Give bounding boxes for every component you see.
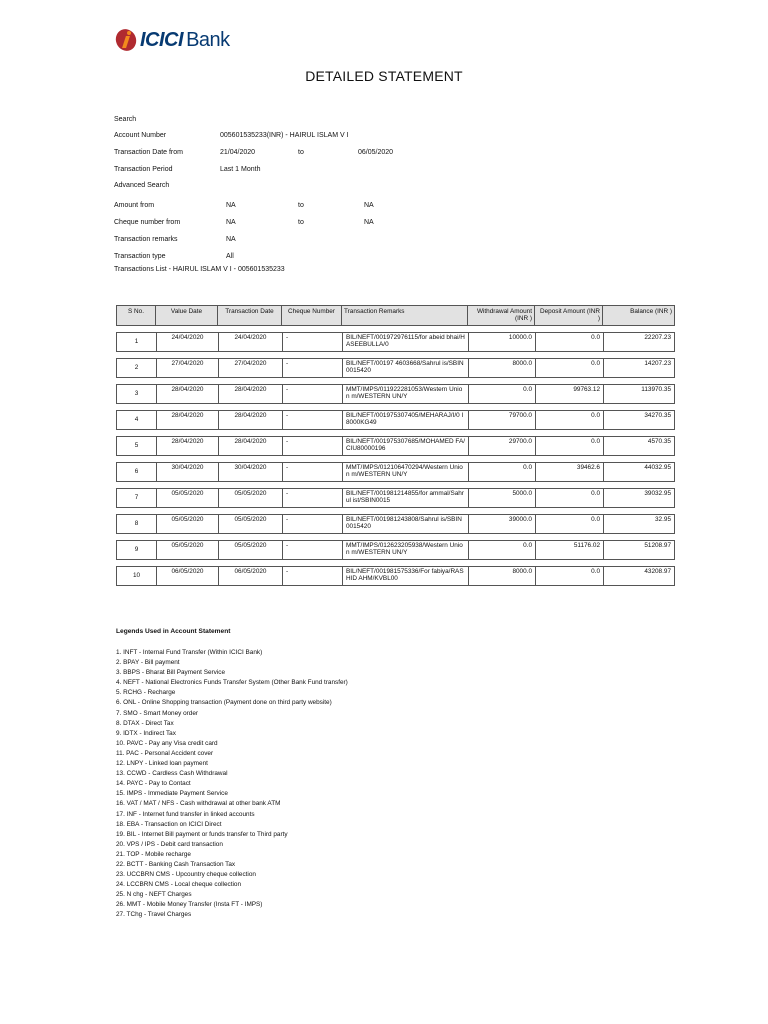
cell-deposit: 0.0 bbox=[535, 332, 603, 352]
account-number-row bbox=[114, 132, 349, 139]
cell-s-no: 6 bbox=[116, 462, 156, 482]
transaction-date-to: 06/05/2020 bbox=[358, 149, 394, 156]
table-header-row bbox=[116, 305, 675, 326]
transaction-date-to-label: to bbox=[298, 149, 304, 156]
table-row bbox=[116, 384, 675, 404]
legend-item: 9. IDTX - Indirect Tax bbox=[116, 729, 176, 737]
cell-s-no: 9 bbox=[116, 540, 156, 560]
legend-item: 19. BIL - Internet Bill payment or funds transfer to Third party bbox=[116, 830, 288, 838]
cell-transaction-date: 24/04/2020 bbox=[218, 332, 282, 352]
cell-balance: 113970.35 bbox=[603, 384, 675, 404]
cell-withdrawal: 39000.0 bbox=[468, 514, 535, 534]
table-row bbox=[116, 514, 675, 534]
transaction-date-from: 21/04/2020 bbox=[220, 149, 256, 156]
cell-transaction-date: 28/04/2020 bbox=[218, 384, 282, 404]
cell-transaction-date: 06/05/2020 bbox=[218, 566, 282, 586]
header-transaction-remarks: Transaction Remarks bbox=[342, 305, 468, 326]
transaction-type-value: All bbox=[226, 253, 234, 260]
cell-remarks: MMT/IMPS/012106470294/Western Union m/WESTERN UN/Y bbox=[342, 462, 468, 482]
cell-cheque-number: - bbox=[282, 462, 342, 482]
legend-item: 27. TChg - Travel Charges bbox=[116, 911, 192, 919]
legend-item: 25. N chg - NEFT Charges bbox=[116, 891, 192, 899]
cell-remarks: BIL/NEFT/00197 4603668/Sahrul is/SBIN0015420 bbox=[342, 358, 468, 378]
cell-remarks: MMT/IMPS/011922281053/Western Union m/WESTERN UN/Y bbox=[342, 384, 468, 404]
legend-item: 6. ONL - Online Shopping transaction (Payment done on third party website) bbox=[116, 699, 332, 707]
legend-item: 22. BCTT - Banking Cash Transaction Tax bbox=[116, 860, 236, 868]
legend-item: 11. PAC - Personal Accident cover bbox=[116, 749, 214, 757]
table-row bbox=[116, 358, 675, 378]
cell-withdrawal: 5000.0 bbox=[468, 488, 535, 508]
cell-deposit: 0.0 bbox=[535, 566, 603, 586]
legend-item: 4. NEFT - National Electronics Funds Transfer System (Other Bank Fund transfer) bbox=[116, 679, 348, 687]
cell-s-no: 1 bbox=[116, 332, 156, 352]
cell-withdrawal: 0.0 bbox=[468, 540, 535, 560]
account-number-label: Account Number bbox=[114, 132, 167, 139]
transaction-period-label: Transaction Period bbox=[114, 166, 173, 173]
table-row bbox=[116, 410, 675, 430]
legend-item: 8. DTAX - Direct Tax bbox=[116, 719, 174, 727]
table-row bbox=[116, 540, 675, 560]
cell-deposit: 0.0 bbox=[535, 410, 603, 430]
cell-s-no: 5 bbox=[116, 436, 156, 456]
advanced-search-heading: Advanced Search bbox=[114, 182, 170, 189]
transactions-list-label: Transactions List - HAIRUL ISLAM V I - 005601535233 bbox=[114, 266, 285, 273]
cell-value-date: 05/05/2020 bbox=[156, 488, 218, 508]
cell-value-date: 28/04/2020 bbox=[156, 384, 218, 404]
cell-remarks: BIL/NEFT/001975307685/MOHAMED FA/CIU80000196 bbox=[342, 436, 468, 456]
cell-s-no: 7 bbox=[116, 488, 156, 508]
cell-withdrawal: 8000.0 bbox=[468, 358, 535, 378]
cell-cheque-number: - bbox=[282, 540, 342, 560]
cell-remarks: BIL/NEFT/001981575336/For fabiya/RASHID AHM/KVBL00 bbox=[342, 566, 468, 586]
amount-row bbox=[114, 202, 374, 209]
legend-item: 21. TOP - Mobile recharge bbox=[116, 850, 191, 858]
legend-item: 13. CCWD - Cardless Cash Withdrawal bbox=[116, 770, 228, 778]
cell-deposit: 0.0 bbox=[535, 488, 603, 508]
cell-transaction-date: 05/05/2020 bbox=[218, 540, 282, 560]
table-row bbox=[116, 436, 675, 456]
legend-item: 20. VPS / IPS - Debit card transaction bbox=[116, 840, 223, 848]
cell-deposit: 39462.6 bbox=[535, 462, 603, 482]
cell-withdrawal: 29700.0 bbox=[468, 436, 535, 456]
legend-item: 17. INF - Internet fund transfer in linked accounts bbox=[116, 810, 255, 818]
cell-transaction-date: 27/04/2020 bbox=[218, 358, 282, 378]
transaction-type-label: Transaction type bbox=[114, 253, 166, 260]
cell-remarks: BIL/NEFT/001975307405/MEHARAJ/I/0 I8000KG49 bbox=[342, 410, 468, 430]
cell-transaction-date: 05/05/2020 bbox=[218, 488, 282, 508]
cell-withdrawal: 10000.0 bbox=[468, 332, 535, 352]
legend-item: 10. PAVC - Pay any Visa credit card bbox=[116, 739, 218, 747]
cell-value-date: 06/05/2020 bbox=[156, 566, 218, 586]
amount-to-value: NA bbox=[364, 202, 374, 209]
transaction-type-row bbox=[114, 253, 234, 260]
legend-item: 18. EBA - Transaction on ICICI Direct bbox=[116, 820, 222, 828]
cell-value-date: 30/04/2020 bbox=[156, 462, 218, 482]
cell-deposit: 0.0 bbox=[535, 514, 603, 534]
cheque-to-label: to bbox=[298, 219, 304, 226]
table-row bbox=[116, 488, 675, 508]
cell-cheque-number: - bbox=[282, 410, 342, 430]
cell-cheque-number: - bbox=[282, 436, 342, 456]
table-row bbox=[116, 566, 675, 586]
cell-cheque-number: - bbox=[282, 566, 342, 586]
cell-balance: 51208.97 bbox=[603, 540, 675, 560]
cell-deposit: 99763.12 bbox=[535, 384, 603, 404]
transaction-remarks-label: Transaction remarks bbox=[114, 236, 178, 243]
cell-remarks: BIL/NEFT/001981214855/for ammal/Sahrul ist/SBIN0015 bbox=[342, 488, 468, 508]
icici-bank-logo bbox=[116, 28, 230, 52]
cheque-from-value: NA bbox=[226, 219, 236, 226]
cell-value-date: 27/04/2020 bbox=[156, 358, 218, 378]
header-s-no: S No. bbox=[116, 305, 156, 326]
transaction-remarks-value: NA bbox=[226, 236, 236, 243]
header-deposit-amount: Deposit Amount (INR ) bbox=[535, 305, 603, 326]
legend-item: 7. SMO - Smart Money order bbox=[116, 709, 199, 717]
transaction-remarks-row bbox=[114, 236, 236, 243]
page-title: DETAILED STATEMENT bbox=[305, 68, 463, 84]
search-heading: Search bbox=[114, 116, 137, 123]
cell-withdrawal: 8000.0 bbox=[468, 566, 535, 586]
legend-item: 24. LCCBRN CMS - Local cheque collection bbox=[116, 881, 242, 889]
header-balance: Balance (INR ) bbox=[603, 305, 675, 326]
transaction-date-label: Transaction Date from bbox=[114, 149, 183, 156]
cell-cheque-number: - bbox=[282, 514, 342, 534]
cell-remarks: BIL/NEFT/001972976115/for abeid bhai/HASEEBULLA/0 bbox=[342, 332, 468, 352]
cell-transaction-date: 30/04/2020 bbox=[218, 462, 282, 482]
amount-from-value: NA bbox=[226, 202, 236, 209]
cell-value-date: 28/04/2020 bbox=[156, 436, 218, 456]
account-number-value: 005601535233(INR) - HAIRUL ISLAM V I bbox=[220, 132, 349, 139]
cell-deposit: 0.0 bbox=[535, 436, 603, 456]
cell-s-no: 3 bbox=[116, 384, 156, 404]
cell-value-date: 05/05/2020 bbox=[156, 514, 218, 534]
cell-cheque-number: - bbox=[282, 488, 342, 508]
cell-cheque-number: - bbox=[282, 384, 342, 404]
legend-item: 14. PAYC - Pay to Contact bbox=[116, 780, 191, 788]
cell-withdrawal: 0.0 bbox=[468, 462, 535, 482]
table-row bbox=[116, 332, 675, 352]
cell-value-date: 28/04/2020 bbox=[156, 410, 218, 430]
cell-transaction-date: 05/05/2020 bbox=[218, 514, 282, 534]
brand-name: ICICI Bank bbox=[140, 28, 230, 51]
icici-logo-mark-icon bbox=[116, 28, 138, 52]
cell-withdrawal: 79700.0 bbox=[468, 410, 535, 430]
cell-balance: 34270.35 bbox=[603, 410, 675, 430]
cell-remarks: BIL/NEFT/001981243808/Sahrul is/SBIN0015420 bbox=[342, 514, 468, 534]
legends-list bbox=[116, 648, 348, 921]
legend-item: 16. VAT / MAT / NFS - Cash withdrawal at other bank ATM bbox=[116, 800, 281, 808]
cell-remarks: MMT/IMPS/012623205938/Western Union m/WESTERN UN/Y bbox=[342, 540, 468, 560]
transaction-period-value: Last 1 Month bbox=[220, 166, 261, 173]
header-withdrawal-amount: Withdrawal Amount (INR ) bbox=[468, 305, 535, 326]
amount-from-label: Amount from bbox=[114, 202, 155, 209]
cell-cheque-number: - bbox=[282, 332, 342, 352]
cheque-to-value: NA bbox=[364, 219, 374, 226]
cell-withdrawal: 0.0 bbox=[468, 384, 535, 404]
cell-value-date: 05/05/2020 bbox=[156, 540, 218, 560]
transactions-table bbox=[116, 299, 675, 592]
legend-item: 15. IMPS - Immediate Payment Service bbox=[116, 790, 228, 798]
header-cheque-number: Cheque Number bbox=[282, 305, 342, 326]
legend-item: 2. BPAY - Bill payment bbox=[116, 659, 180, 667]
legend-item: 3. BBPS - Bharat Bill Payment Service bbox=[116, 669, 226, 677]
legend-item: 5. RCHG - Recharge bbox=[116, 689, 176, 697]
cell-transaction-date: 28/04/2020 bbox=[218, 410, 282, 430]
cell-balance: 39032.95 bbox=[603, 488, 675, 508]
cell-balance: 4570.35 bbox=[603, 436, 675, 456]
cell-balance: 43208.97 bbox=[603, 566, 675, 586]
cell-cheque-number: - bbox=[282, 358, 342, 378]
cell-deposit: 0.0 bbox=[535, 358, 603, 378]
cell-balance: 32.95 bbox=[603, 514, 675, 534]
legend-item: 23. UCCBRN CMS - Upcountry cheque collection bbox=[116, 871, 256, 879]
header-transaction-date: Transaction Date bbox=[218, 305, 282, 326]
transaction-date-row bbox=[114, 149, 394, 156]
legend-item: 26. MMT - Mobile Money Transfer (Insta FT - IMPS) bbox=[116, 901, 263, 909]
cell-deposit: 51176.02 bbox=[535, 540, 603, 560]
cell-value-date: 24/04/2020 bbox=[156, 332, 218, 352]
cheque-row bbox=[114, 219, 374, 226]
cell-s-no: 4 bbox=[116, 410, 156, 430]
cell-balance: 44032.95 bbox=[603, 462, 675, 482]
legends-title: Legends Used in Account Statement bbox=[116, 628, 231, 635]
cheque-from-label: Cheque number from bbox=[114, 219, 181, 226]
transaction-period-row bbox=[114, 166, 261, 173]
legend-item: 12. LNPY - Linked loan payment bbox=[116, 760, 208, 768]
cell-balance: 14207.23 bbox=[603, 358, 675, 378]
cell-s-no: 10 bbox=[116, 566, 156, 586]
amount-to-label: to bbox=[298, 202, 304, 209]
cell-s-no: 8 bbox=[116, 514, 156, 534]
header-value-date: Value Date bbox=[156, 305, 218, 326]
legend-item: 1. INFT - Internal Fund Transfer (Within ICICI Bank) bbox=[116, 649, 263, 656]
cell-s-no: 2 bbox=[116, 358, 156, 378]
cell-balance: 22207.23 bbox=[603, 332, 675, 352]
table-row bbox=[116, 462, 675, 482]
cell-transaction-date: 28/04/2020 bbox=[218, 436, 282, 456]
